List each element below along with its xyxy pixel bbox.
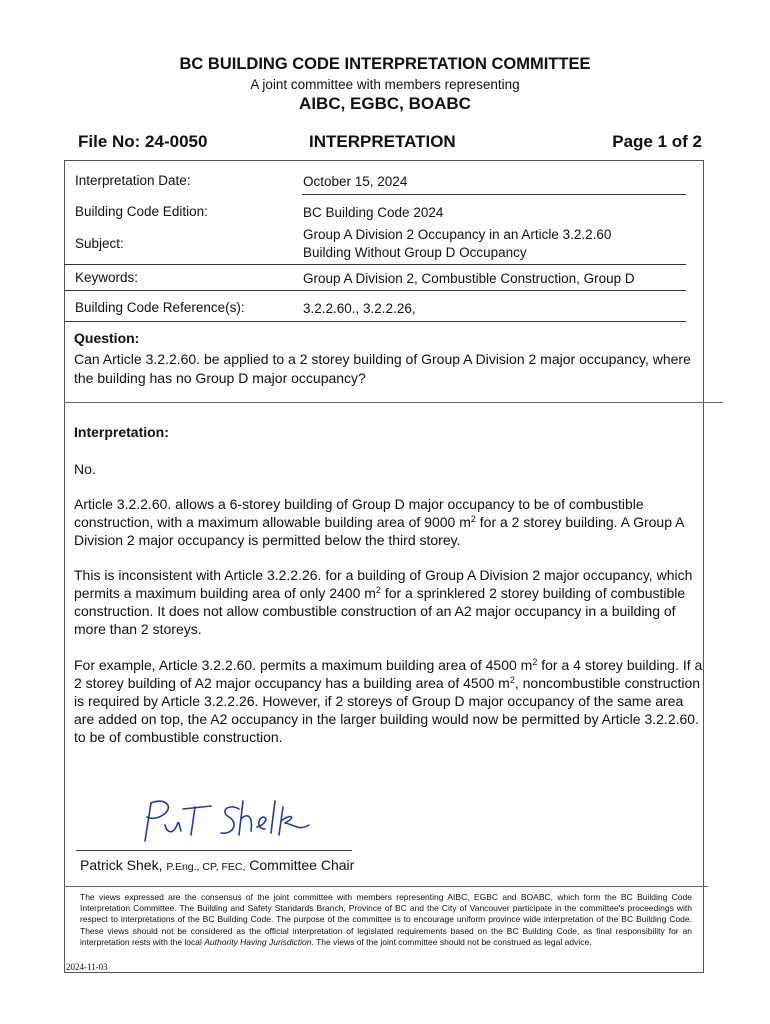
field-divider <box>64 290 686 291</box>
footer-date: 2024-11-03 <box>66 962 108 972</box>
section-divider <box>64 402 723 403</box>
question-heading: Question: <box>74 330 140 346</box>
code-edition-label: Building Code Edition: <box>75 204 208 219</box>
interpretation-date-label: Interpretation Date: <box>75 173 191 188</box>
member-organizations: AIBC, EGBC, BOABC <box>299 94 471 113</box>
question-text: Can Article 3.2.2.60. be applied to a 2 storey building of Group A Division 2 major occupancy, where the building has no Group D major occupancy? <box>74 351 691 386</box>
field-divider <box>64 264 686 265</box>
file-number: File No: 24-0050 <box>78 132 208 151</box>
keywords-label: Keywords: <box>75 270 139 285</box>
interpretation-heading: Interpretation: <box>74 424 169 440</box>
interpretation-date-value: October 15, 2024 <box>303 174 408 189</box>
code-edition-value: BC Building Code 2024 <box>303 205 444 220</box>
field-divider <box>64 321 686 322</box>
code-reference-label: Building Code Reference(s): <box>75 300 245 315</box>
committee-title: BC BUILDING CODE INTERPRETATION COMMITTEE <box>179 55 591 73</box>
section-divider <box>64 886 708 887</box>
document-type: INTERPRETATION <box>309 132 456 151</box>
signature-line <box>76 850 352 851</box>
code-reference-value: 3.2.2.60., 3.2.2.26, <box>303 301 416 316</box>
page-number: Page 1 of 2 <box>612 132 702 151</box>
keywords-value: Group A Division 2, Combustible Construction, Group D <box>303 271 635 286</box>
handwritten-signature <box>135 795 320 847</box>
subject-value-line1: Group A Division 2 Occupancy in an Article 3.2.2.60 <box>303 227 612 242</box>
subject-label: Subject: <box>75 236 124 251</box>
interpretation-paragraph-3: For example, Article 3.2.2.60. permits a maximum building area of 4500 $m^2$ for a 4 storey building. If a 2 storey building of A2 major occupancy has a building area of 4500 $m^2$, noncombustible construction is required by Article 3.2.2.26. However, if 2 storeys of Group D major occupancy of the same area are added on top, the A2 occupancy in the larger building would now be permitted by Article 3.2.2.60. to be of combustible construction. <box>74 657 703 745</box>
field-divider <box>302 194 686 195</box>
interpretation-paragraph-1: Article 3.2.2.60. allows a 6-storey building of Group D major occupancy to be of combustible construction, with a maximum allowable building area of 9000 $m^2$ for a 2 storey building. A Group A Division 2 major occupancy is permitted below the third storey. <box>74 496 684 548</box>
signatory-name: Patrick Shek, P.Eng., CP, FEC, Committee Chair <box>80 857 355 873</box>
committee-subtitle: A joint committee with members representing <box>250 77 520 92</box>
subject-value-line2: Building Without Group D Occupancy <box>303 245 527 260</box>
disclaimer-text: The views expressed are the consensus of the joint committee with members representing AIBC, EGBC and BOABC, which form the BC Building Code Interpretation Committee. The Building and Safety Standards Branch, Province of BC and the City of Vancouver participate in the committee's proceedings with respect to interpretations of the BC Building Code. The purpose of the committee is to encourage uniform province wide interpretation of the BC Building Code. These views should not be considered as the official interpretation of legislated requirements based on the BC Building Code, as final responsibility for an interpretation rests with the local Authority Having Jurisdiction. The views of the joint committee should not be construed as legal advice. <box>80 892 692 947</box>
interpretation-paragraph-2: This is inconsistent with Article 3.2.2.26. for a building of Group A Division 2 major occupancy, which permits a maximum building area of only 2400 $m^2$ for a sprinklered 2 storey building of combustible construction. It does not allow combustible construction of an A2 major occupancy in a building of more than 2 storeys. <box>74 567 693 637</box>
interpretation-answer: No. <box>74 461 96 477</box>
